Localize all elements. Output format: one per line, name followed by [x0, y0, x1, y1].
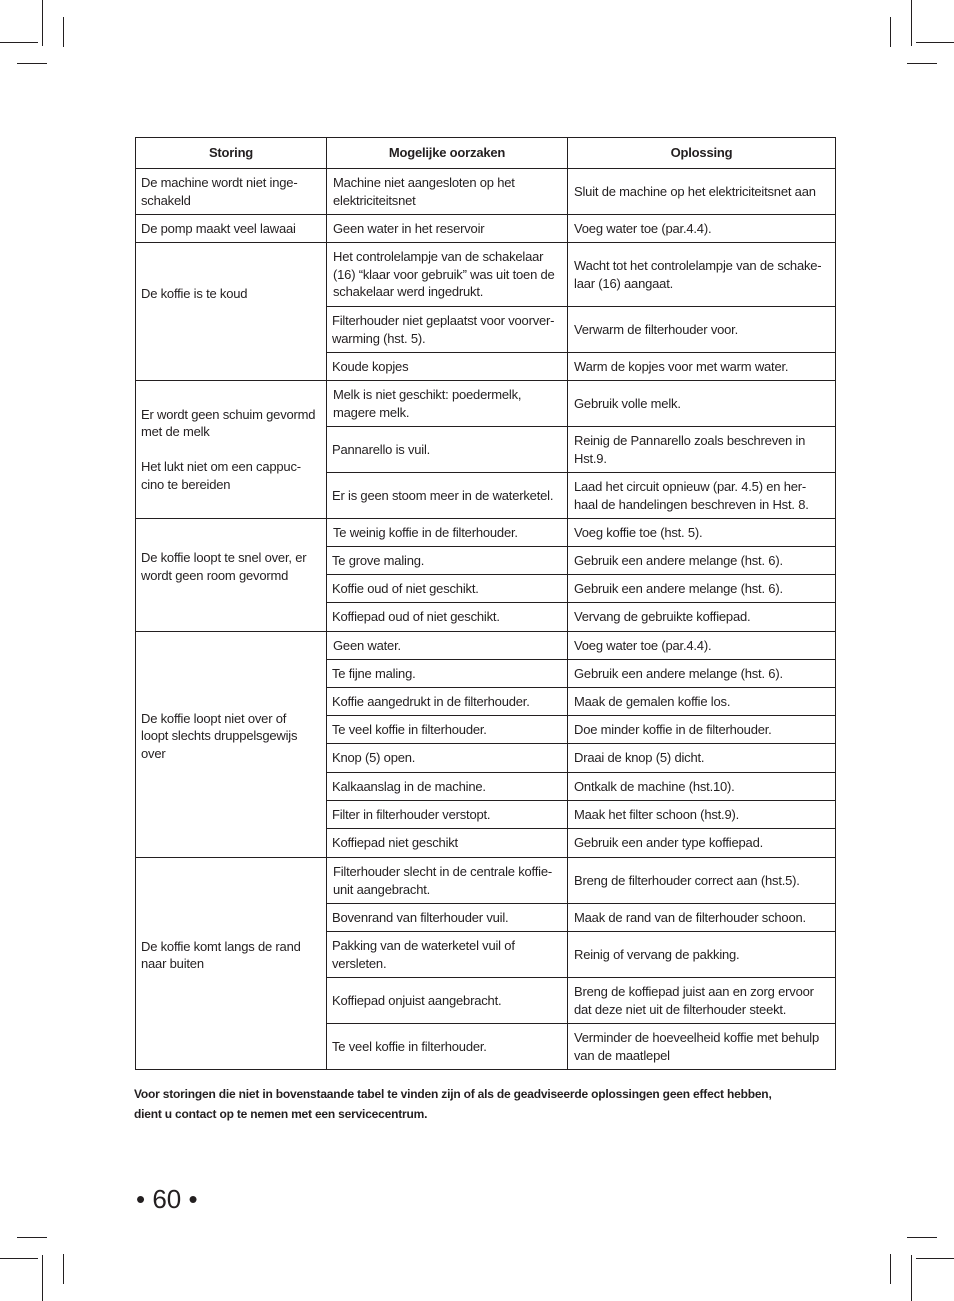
- crop-mark: [17, 63, 47, 64]
- table-row: [136, 215, 836, 243]
- cause-cell: Te fijne maling.: [327, 660, 568, 688]
- cause-cell: Te veel koffie in filterhouder.: [327, 716, 568, 744]
- crop-mark: [911, 0, 912, 46]
- cause-cell: Pannarello is vuil.: [327, 427, 568, 473]
- table-header-row: [136, 138, 836, 169]
- crop-mark: [42, 1255, 43, 1301]
- solution-cell: Gebruik een andere melange (hst. 6).: [568, 575, 836, 603]
- crop-mark: [0, 42, 38, 43]
- cause-cell: Te weinig koffie in de filterhouder.: [327, 519, 568, 547]
- cause-cell: Koffiepad oud of niet geschikt.: [327, 603, 568, 632]
- solution-cell: Sluit de machine op het elektriciteitsnet aan: [568, 169, 836, 215]
- table-row: [136, 519, 836, 547]
- crop-mark: [17, 1237, 47, 1238]
- solution-cell: Maak de gemalen koffie los.: [568, 688, 836, 716]
- crop-mark: [0, 1258, 38, 1259]
- problem-cell: De machine wordt niet inge- schakeld: [136, 169, 327, 215]
- column-header-oorzaken: Mogelijke oorzaken: [327, 138, 568, 169]
- crop-mark: [916, 42, 954, 43]
- cause-cell: Filterhouder slecht in de centrale koffie- unit aangebracht.: [327, 858, 568, 904]
- cause-cell: Koude kopjes: [327, 353, 568, 381]
- cause-cell: Machine niet aangesloten op het elektriciteitsnet: [327, 169, 568, 215]
- crop-mark: [42, 0, 43, 46]
- problem-cell: De pomp maakt veel lawaai: [136, 215, 327, 243]
- cause-cell: Te grove maling.: [327, 547, 568, 575]
- cause-cell: Koffie aangedrukt in de filterhouder.: [327, 688, 568, 716]
- cause-cell: Geen water in het reservoir: [327, 215, 568, 243]
- solution-cell: Voeg koffie toe (hst. 5).: [568, 519, 836, 547]
- solution-cell: Maak het filter schoon (hst.9).: [568, 801, 836, 829]
- problem-cell: De koffie loopt te snel over, er wordt geen room gevormd: [136, 519, 327, 632]
- solution-cell: Gebruik een ander type koffiepad.: [568, 829, 836, 858]
- problem-cell: De koffie is te koud: [136, 243, 327, 381]
- solution-cell: Draai de knop (5) dicht.: [568, 744, 836, 773]
- crop-mark: [911, 1255, 912, 1301]
- problem-cell: Er wordt geen schuim gevormd met de melk Het lukt niet om een cappuc- cino te bereiden: [136, 381, 327, 519]
- cause-cell: Te veel koffie in filterhouder.: [327, 1024, 568, 1070]
- solution-cell: Doe minder koffie in de filterhouder.: [568, 716, 836, 744]
- crop-mark: [907, 1237, 937, 1238]
- solution-cell: Voeg water toe (par.4.4).: [568, 632, 836, 660]
- table-row: [136, 243, 836, 307]
- solution-cell: Maak de rand van de filterhouder schoon.: [568, 904, 836, 932]
- table-row: [136, 858, 836, 904]
- cause-cell: Pakking van de waterketel vuil of versleten.: [327, 932, 568, 978]
- column-header-oplossing: Oplossing: [568, 138, 836, 169]
- cause-cell: Koffiepad niet geschikt: [327, 829, 568, 858]
- crop-mark: [890, 17, 891, 47]
- crop-mark: [63, 17, 64, 47]
- manual-page-content: [135, 137, 835, 1124]
- cause-cell: Kalkaanslag in de machine.: [327, 773, 568, 801]
- cause-cell: Melk is niet geschikt: poedermelk, magere melk.: [327, 381, 568, 427]
- solution-cell: Breng de koffiepad juist aan en zorg ervoor dat deze niet uit de filterhouder steekt.: [568, 978, 836, 1024]
- problem-cell: De koffie loopt niet over of loopt slechts druppelsgewijs over: [136, 632, 327, 858]
- table-row: [136, 169, 836, 215]
- solution-cell: Verminder de hoeveelheid koffie met behulp van de maatlepel: [568, 1024, 836, 1070]
- cause-cell: Geen water.: [327, 632, 568, 660]
- cause-cell: Koffie oud of niet geschikt.: [327, 575, 568, 603]
- solution-cell: Gebruik volle melk.: [568, 381, 836, 427]
- crop-mark: [890, 1254, 891, 1284]
- solution-cell: Reinig de Pannarello zoals beschreven in Hst.9.: [568, 427, 836, 473]
- table-row: [136, 381, 836, 427]
- solution-cell: Ontkalk de machine (hst.10).: [568, 773, 836, 801]
- solution-cell: Breng de filterhouder correct aan (hst.5).: [568, 858, 836, 904]
- solution-cell: Verwarm de filterhouder voor.: [568, 307, 836, 353]
- cause-cell: Knop (5) open.: [327, 744, 568, 773]
- solution-cell: Voeg water toe (par.4.4).: [568, 215, 836, 243]
- crop-mark: [916, 1258, 954, 1259]
- solution-cell: Warm de kopjes voor met warm water.: [568, 353, 836, 381]
- cause-cell: Er is geen stoom meer in de waterketel.: [327, 473, 568, 519]
- footer-note: Voor storingen die niet in bovenstaande tabel te vinden zijn of als de geadviseerde oplossingen geen effect hebben, dient u contact op te nemen met een servicecentrum.: [134, 1087, 772, 1121]
- solution-cell: Gebruik een andere melange (hst. 6).: [568, 547, 836, 575]
- cause-cell: Filter in filterhouder verstopt.: [327, 801, 568, 829]
- cause-cell: Filterhouder niet geplaatst voor voorver- warming (hst. 5).: [327, 307, 568, 353]
- cause-cell: Het controlelampje van de schakelaar (16) “klaar voor gebruik” was uit toen de schakelaar werd ingedrukt.: [327, 243, 568, 307]
- solution-cell: Vervang de gebruikte koffiepad.: [568, 603, 836, 632]
- cause-cell: Bovenrand van filterhouder vuil.: [327, 904, 568, 932]
- crop-mark: [63, 1254, 64, 1284]
- page-number: • 60 •: [136, 1184, 198, 1214]
- solution-cell: Reinig of vervang de pakking.: [568, 932, 836, 978]
- column-header-storing: Storing: [136, 138, 327, 169]
- table-row: [136, 632, 836, 660]
- problem-cell: De koffie komt langs de rand naar buiten: [136, 858, 327, 1070]
- solution-cell: Laad het circuit opnieuw (par. 4.5) en her- haal de handelingen beschreven in Hst. 8.: [568, 473, 836, 519]
- solution-cell: Wacht tot het controlelampje van de schake- laar (16) aangaat.: [568, 243, 836, 307]
- troubleshooting-table: [135, 137, 836, 1070]
- solution-cell: Gebruik een andere melange (hst. 6).: [568, 660, 836, 688]
- cause-cell: Koffiepad onjuist aangebracht.: [327, 978, 568, 1024]
- crop-mark: [907, 63, 937, 64]
